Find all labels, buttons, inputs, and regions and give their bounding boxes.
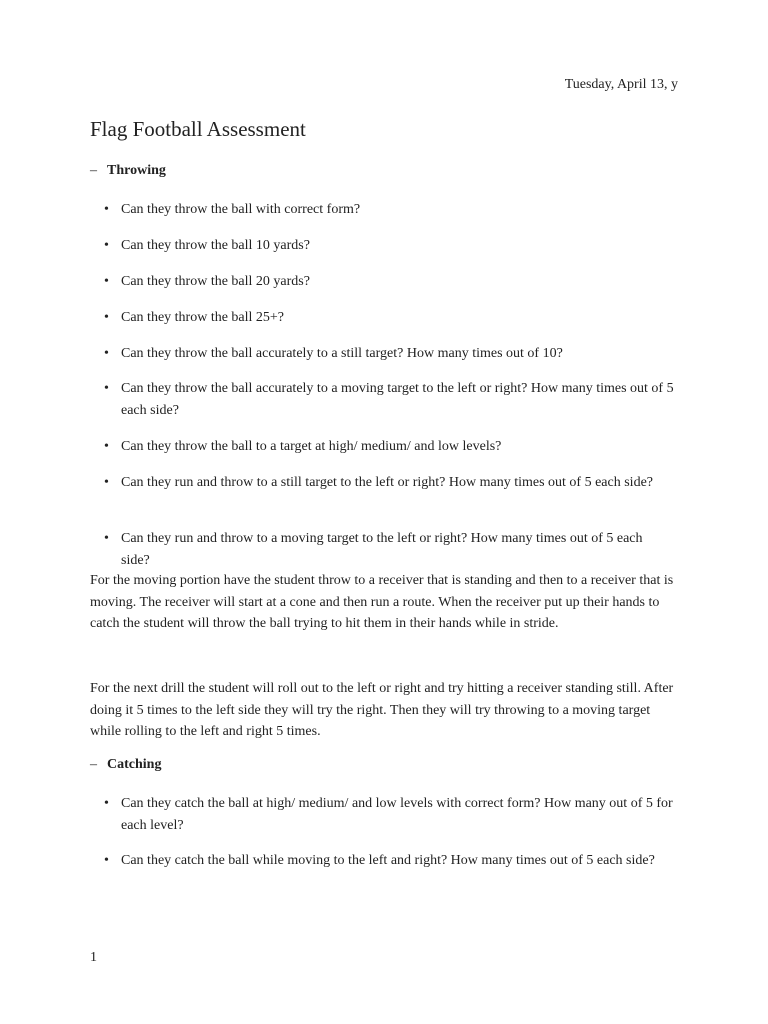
bullet-icon: • xyxy=(104,381,109,396)
section-heading-throwing xyxy=(90,163,166,179)
list-item xyxy=(104,472,674,494)
list-item xyxy=(104,307,674,329)
list-item-text: Can they throw the ball 10 yards? xyxy=(121,238,310,253)
list-item-text: Can they run and throw to a still target to the left or right? How many times out of 5 each side? xyxy=(121,475,653,490)
section-heading-label: Throwing xyxy=(107,163,166,178)
bullet-icon: • xyxy=(104,238,109,253)
list-item xyxy=(104,378,674,422)
list-item xyxy=(104,436,674,458)
list-item-text: Can they throw the ball accurately to a still target? How many times out of 10? xyxy=(121,346,563,361)
bullet-icon: • xyxy=(104,853,109,868)
list-item-text: Can they throw the ball 25+? xyxy=(121,310,285,325)
section-heading-catching xyxy=(90,757,161,773)
paragraph-moving-portion: For the moving portion have the student throw to a receiver that is standing and then to a receiver that is moving. The receiver will start at a cone and then run a route. When the receiver put up their hands to catch the student will throw the ball trying to hit them in their hands while in stride. xyxy=(90,573,674,631)
bullet-icon: • xyxy=(104,274,109,289)
list-item xyxy=(104,271,674,293)
list-item xyxy=(104,199,674,221)
bullet-icon: • xyxy=(104,796,109,811)
list-item-text: Can they throw the ball 20 yards? xyxy=(121,274,310,289)
paragraph-next-drill: For the next drill the student will roll out to the left or right and try hitting a receiver standing still. After doing it 5 times to the left side they will try the right. Then they will try throwing to a moving target while rolling to the left and right 5 times. xyxy=(90,681,674,739)
bullet-icon: • xyxy=(104,531,109,546)
list-item-text: Can they catch the ball while moving to the left and right? How many times out of 5 each side? xyxy=(121,853,655,868)
list-item-text: Can they catch the ball at high/ medium/ and low levels with correct form? How many out of 5 for each level? xyxy=(121,796,673,833)
list-item xyxy=(104,793,674,837)
bullet-icon: • xyxy=(104,310,109,325)
document-date: Tuesday, April 13, y xyxy=(564,77,678,92)
list-item xyxy=(104,235,674,257)
list-item-text: Can they throw the ball accurately to a moving target to the left or right? How many times out of 5 each side? xyxy=(121,381,674,418)
list-item-text: Can they throw the ball to a target at high/ medium/ and low levels? xyxy=(121,439,502,454)
list-item-text: Can they run and throw to a moving target to the left or right? How many times out of 5 each side? xyxy=(121,531,643,568)
bullet-icon: • xyxy=(104,439,109,454)
dash-marker: – xyxy=(90,163,97,178)
list-item xyxy=(104,850,674,872)
list-item xyxy=(104,343,674,365)
dash-marker: – xyxy=(90,757,97,772)
bullet-icon: • xyxy=(104,475,109,490)
page-number: 1 xyxy=(90,950,97,965)
bullet-icon: • xyxy=(104,346,109,361)
document-title: Flag Football Assessment xyxy=(90,117,306,141)
list-item xyxy=(104,528,674,572)
bullet-icon: • xyxy=(104,202,109,217)
section-heading-label: Catching xyxy=(107,757,162,772)
list-item-text: Can they throw the ball with correct form? xyxy=(121,202,361,217)
